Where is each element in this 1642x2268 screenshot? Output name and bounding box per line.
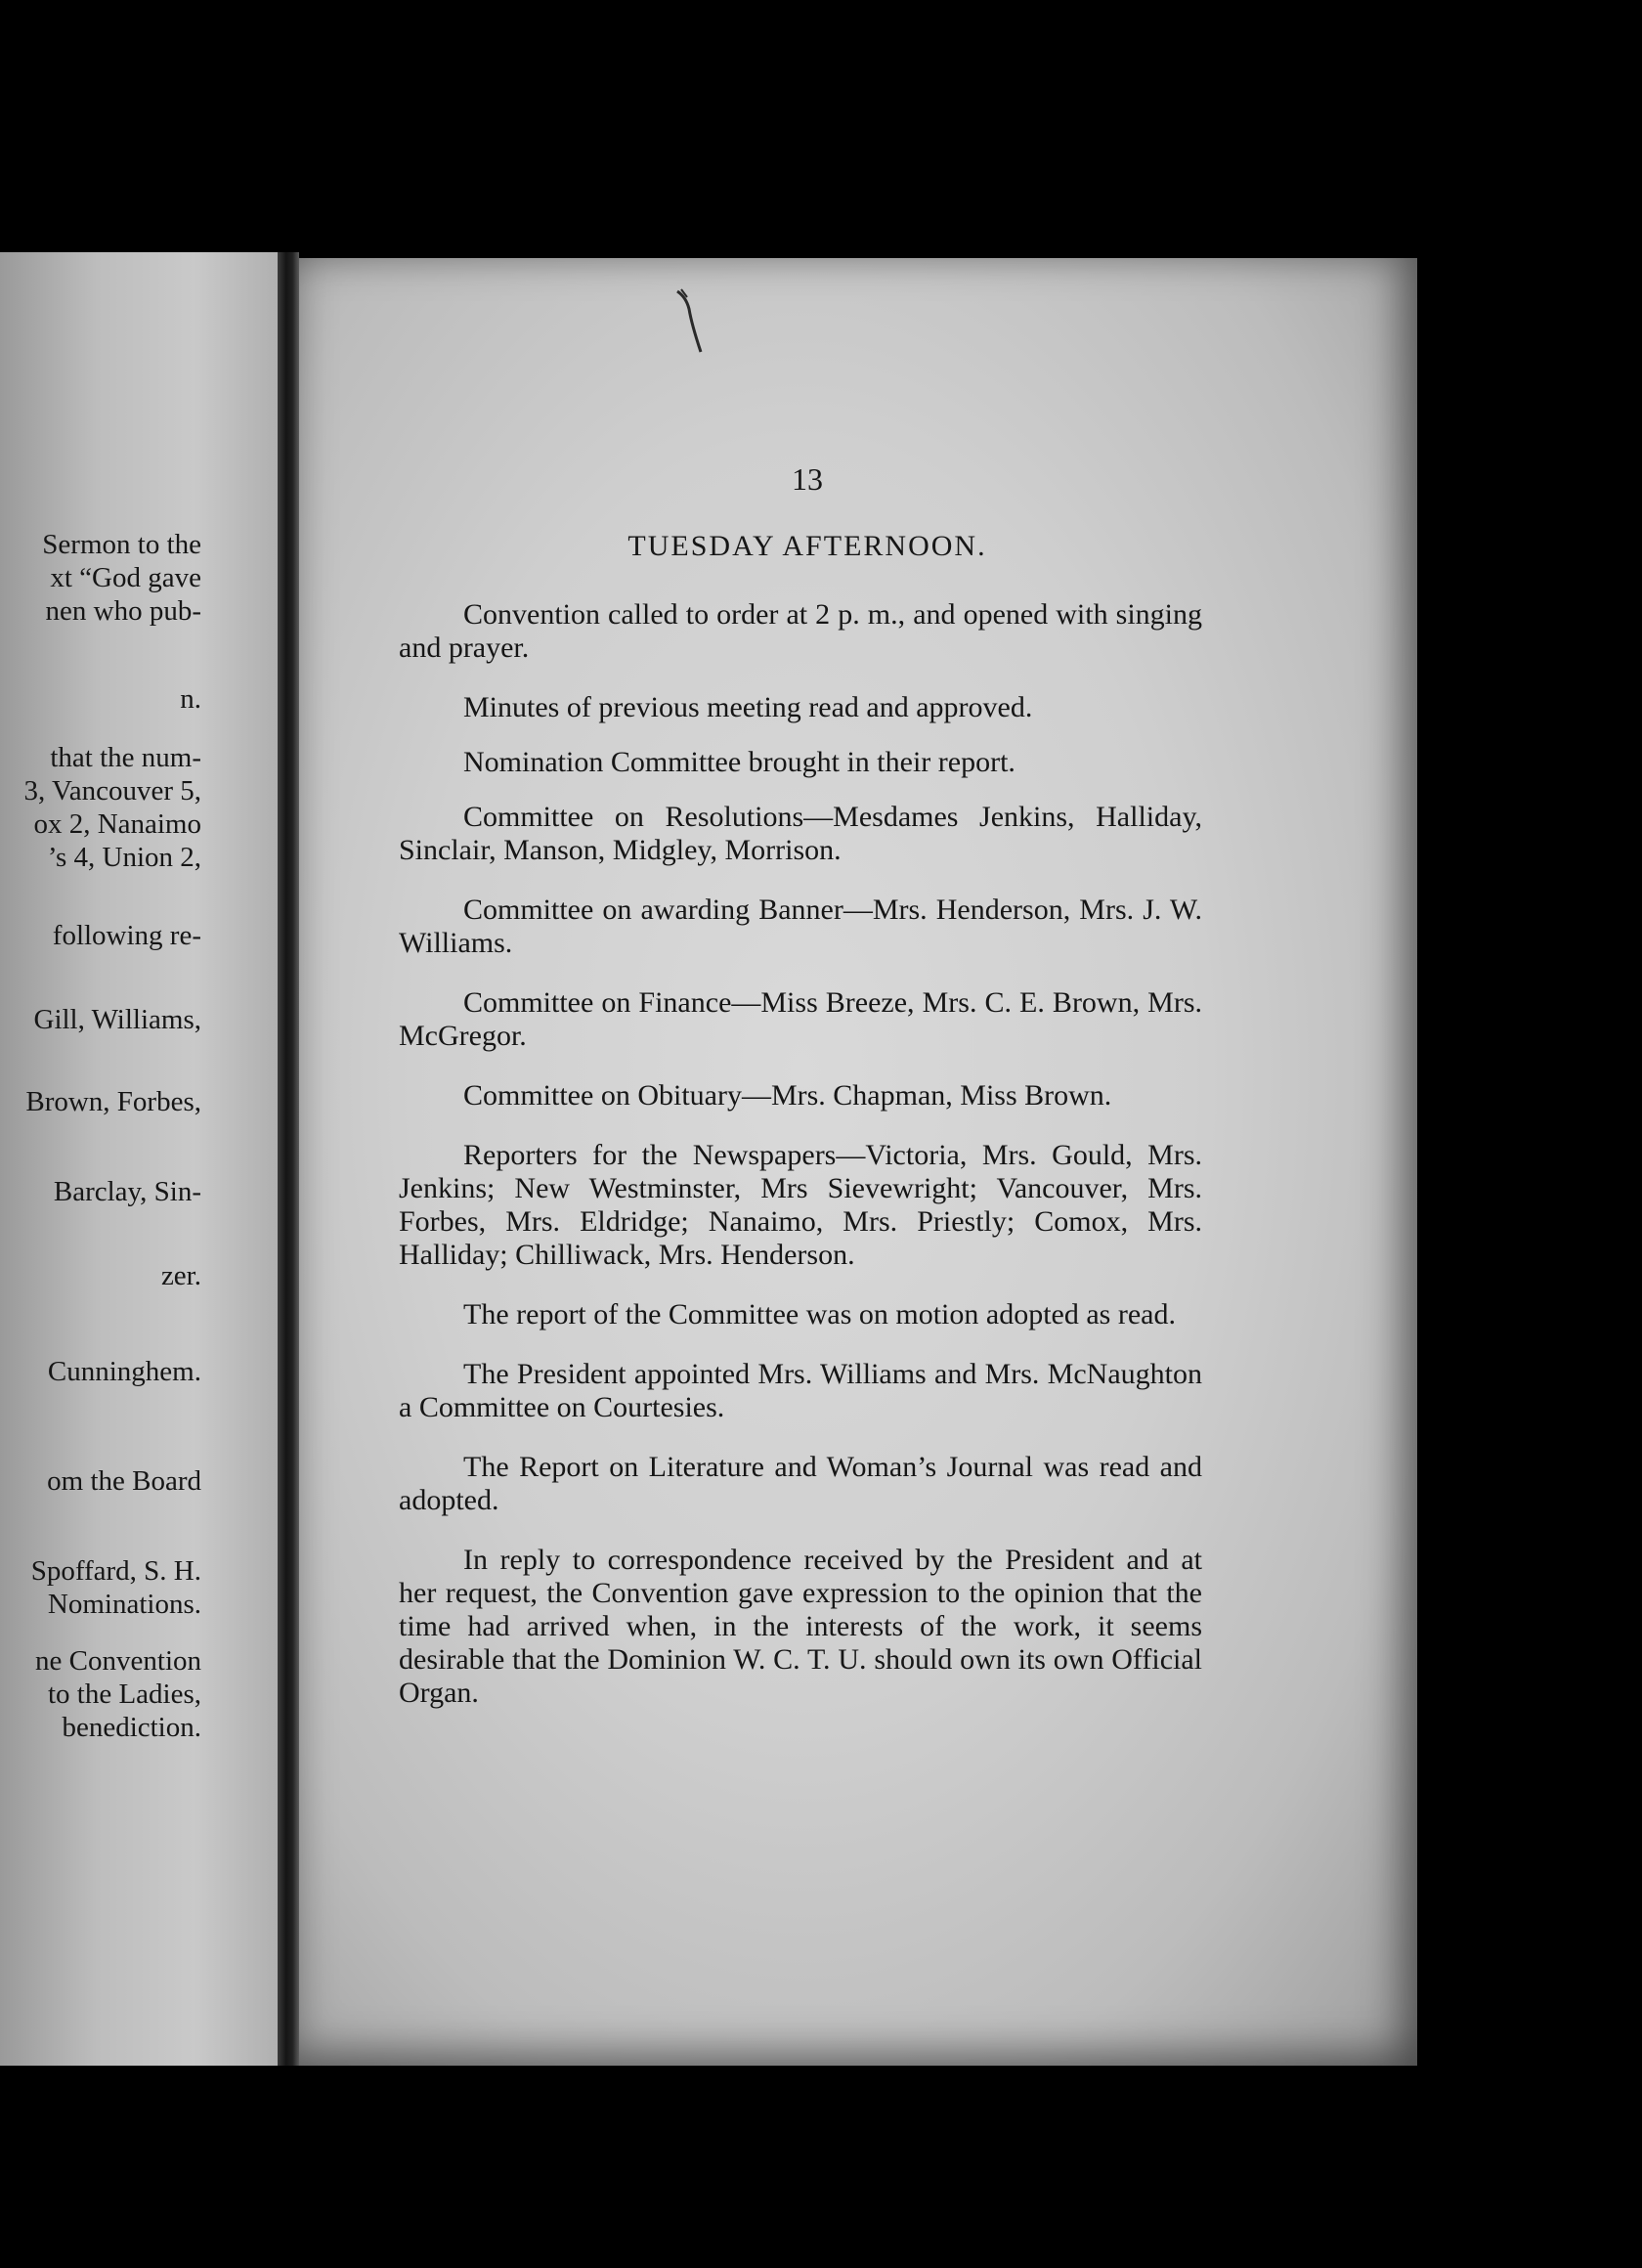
paragraph: Minutes of previous meeting read and approved.: [463, 691, 1033, 723]
paragraph: Committee on Resolutions—Mesdames Jenkins, Halliday, Sinclair, Manson, Midgley, Morrison.: [399, 801, 1202, 866]
previous-page-line: Gill, Williams,: [33, 1004, 201, 1035]
previous-page-line: zer.: [160, 1260, 201, 1291]
paragraph: The President appointed Mrs. Williams and Mrs. McNaughton a Committee on Courtesies.: [399, 1358, 1202, 1423]
previous-page-line: 3, Vancouver 5,: [23, 775, 201, 807]
previous-page-line: ’s 4, Union 2,: [47, 842, 201, 873]
previous-page-line: benediction.: [62, 1712, 201, 1743]
paragraph: Nomination Committee brought in their report.: [463, 746, 1015, 778]
paragraph: Reporters for the Newspapers—Victoria, Mrs. Gould, Mrs. Jenkins; New Westminster, Mrs Sievewright; Vancouver, Mrs. Forbes, Mrs. Eldridge; Nanaimo, Mrs. Priestly; Comox, Mrs. Halliday; Chilliwack, Mrs. Henderson.: [399, 1139, 1202, 1271]
previous-page-line: Sermon to the: [42, 529, 201, 560]
paragraph: The Report on Literature and Woman’s Journal was read and adopted.: [399, 1451, 1202, 1516]
page-body: [399, 598, 1202, 1736]
previous-page-line: Cunninghem.: [47, 1356, 201, 1387]
previous-page-line: ox 2, Nanaimo: [33, 808, 201, 840]
paragraph: Committee on awarding Banner—Mrs. Henderson, Mrs. J. W. Williams.: [399, 894, 1202, 959]
previous-page-line: following re-: [52, 920, 201, 951]
page-number: 13: [792, 461, 823, 497]
paragraph: Committee on Obituary—Mrs. Chapman, Miss Brown.: [463, 1079, 1112, 1112]
previous-page-line: nen who pub-: [45, 595, 201, 627]
paragraph: Convention called to order at 2 p. m., and opened with singing and prayer.: [399, 598, 1202, 664]
previous-page-line: Nominations.: [47, 1589, 201, 1620]
previous-page-line: to the Ladies,: [47, 1679, 201, 1710]
paragraph: In reply to correspondence received by the President and at her request, the Convention gave expression to the opinion that the time had arrived when, in the interests of the work, it seems desirable that the Dominion W. C. T. U. should own its own Official Organ.: [399, 1544, 1202, 1709]
paragraph: Committee on Finance—Miss Breeze, Mrs. C. E. Brown, Mrs. McGregor.: [399, 986, 1202, 1052]
previous-page-line: om the Board: [47, 1465, 201, 1497]
current-page: [299, 258, 1417, 2066]
previous-page-line: Barclay, Sin-: [53, 1176, 201, 1207]
section-heading: TUESDAY AFTERNOON.: [627, 530, 987, 562]
previous-page-line: n.: [180, 683, 201, 715]
paragraph: The report of the Committee was on motion adopted as read.: [463, 1298, 1176, 1330]
previous-page-line: that the num-: [50, 742, 201, 773]
previous-page-fragment: [0, 252, 278, 2066]
previous-page-line: xt “God gave: [50, 562, 201, 593]
previous-page-line: Spoffard, S. H.: [30, 1555, 201, 1587]
scratch-mark: [675, 287, 705, 356]
book-gutter: [278, 252, 299, 2066]
previous-page-line: Brown, Forbes,: [25, 1086, 201, 1117]
previous-page-line: ne Convention: [35, 1645, 201, 1677]
